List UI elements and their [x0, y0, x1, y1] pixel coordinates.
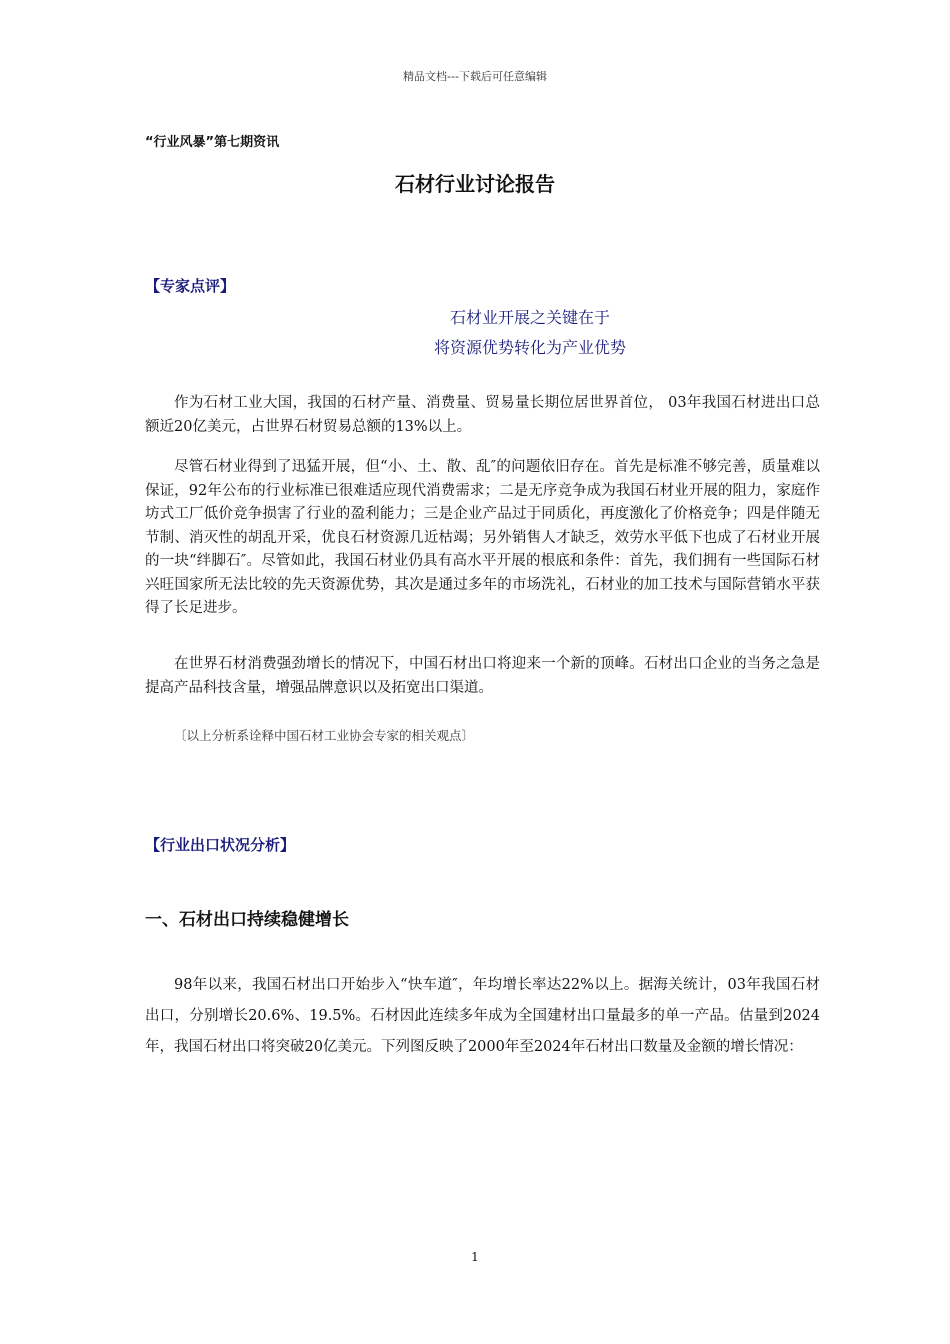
export-paragraph: 98年以来，我国石材出口开始步入“快车道″，年均增长率达22%以上。据海关统计，03年我国石材出口，分别增长20.6%、19.5%。石材因此连续多年成为全国建材出口量最多的单一产品。估量到2024年，我国石材出口将突破20亿美元。下列图反映了2000年至2024年石材出口数量及金额的增长情况： [145, 977, 820, 1055]
header-note: 精品文档---下载后可任意编辑 [403, 70, 547, 83]
expert-paragraph-2: 尽管石材业得到了迅猛开展，但“小、土、散、乱″的问题依旧存在。首先是标准不够完善，质量难以保证，92年公布的行业标准已很难适应现代消费需求；二是无序竞争成为我国石材业开展的阻力，家庭作坊式工厂低价竞争损害了行业的盈利能力；三是企业产品过于同质化，再度激化了价格竞争；四是伴随无节制、消灭性的胡乱开采，优良石材资源几近枯竭；另外销售人才缺乏，效劳水平低下也成了石材业开展的一块“绊脚石″。尽管如此，我国石材业仍具有高水平开展的根底和条件：首先，我们拥有一些国际石材兴旺国家所无法比较的先天资源优势，其次是通过多年的市场洗礼，石材业的加工技术与国际营销水平获得了长足进步。 [145, 459, 820, 616]
source-note: 〔以上分析系诠释中国石材工业协会专家的相关观点〕 [174, 728, 475, 743]
page-number: 1 [471, 1250, 479, 1264]
export-heading: 一、石材出口持续稳健增长 [145, 910, 349, 930]
page-title: 石材行业讨论报告 [395, 172, 555, 196]
expert-paragraph-3: 在世界石材消费强劲增长的情况下，中国石材出口将迎来一个新的顶峰。石材出口企业的当务之急是提高产品科技含量，增强品牌意识以及拓宽出口渠道。 [145, 656, 820, 696]
expert-subhead-line2: 将资源优势转化为产业优势 [433, 338, 626, 357]
expert-paragraph-1: 作为石材工业大国，我国的石材产量、消费量、贸易量长期位居世界首位， 03年我国石材进出口总额近20亿美元，占世界石材贸易总额的13%以上。 [145, 395, 820, 435]
issue-label: “行业风暴”第七期资讯 [145, 135, 280, 150]
expert-subhead-line1: 石材业开展之关键在于 [449, 308, 610, 327]
section-label-export: 【行业出口状况分析】 [145, 836, 296, 854]
section-label-expert: 【专家点评】 [145, 277, 236, 295]
